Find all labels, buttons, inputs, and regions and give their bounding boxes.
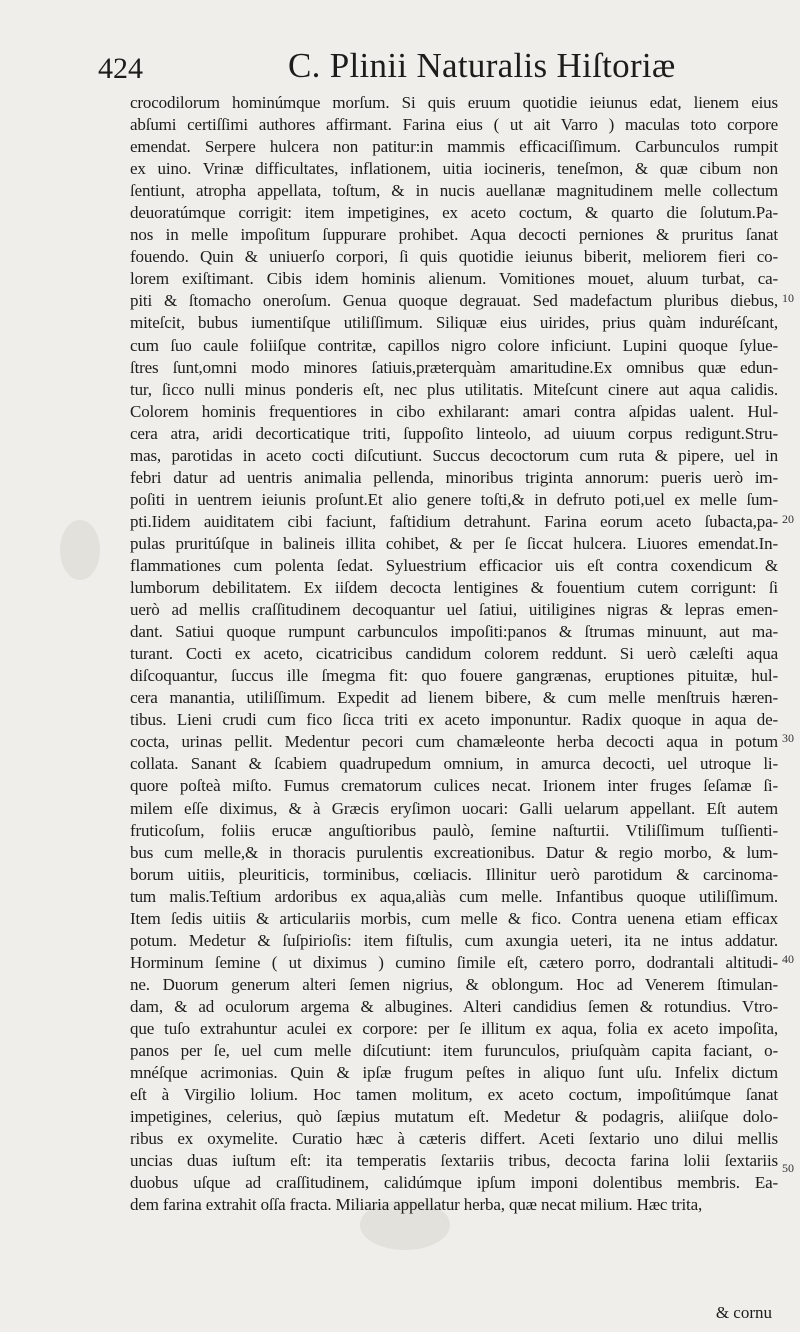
text-line: collata. Sanant & ſcabiem quadrupedum omnium, in amurca decocti, uel utroque li- xyxy=(130,754,778,774)
text-line: cera manantia, utiliſſimum. Expedit ad lienem bibere, & cum melle menſtruis hæren- xyxy=(130,688,778,708)
text-line: deuoratúmque corrigit: item impetigines, ex aceto coctum, & quarto die ſolutum.Pa- xyxy=(130,203,778,223)
text-line: flammationes cum polenta ſedat. Syluestrium efficacior uis eſt contra coxendicum & xyxy=(130,555,778,575)
margin-line-number: 30 xyxy=(782,731,794,745)
margin-line-number: 50 xyxy=(782,1161,794,1175)
paper-stain xyxy=(60,520,100,580)
text-line: cera atra, aridi decorticatique triti, ſuppoſito linteolo, ad uiuum corpus redigunt.Stru- xyxy=(130,423,778,443)
running-title: C. Plinii Naturalis Hiſtoriæ xyxy=(288,46,676,85)
text-line: impetigines, celerius, quò ſæpius mutatum eſt. Medetur & podagris, aliiſque dolo- xyxy=(130,1107,778,1127)
text-line: pti.Iidem auiditatem cibi faciunt, faſtidium detrahunt. Farina eorum aceto ſubacta,pa- xyxy=(130,511,778,531)
margin-line-number: 10 xyxy=(782,291,794,305)
text-line: piti & ſtomacho oneroſum. Genua quoque degrauat. Sed madefactum pluribus diebus, xyxy=(130,291,778,311)
text-line: Horminum ſemine ( ut diximus ) cumino ſimile eſt, cætero porro, dodrantali altitudi- xyxy=(130,952,778,972)
text-line: tibus. Lieni crudi cum fico ſicca triti ex aceto imponuntur. Radix quoque in aqua de- xyxy=(130,710,778,730)
text-line: dant. Satiui quoque rumpunt carbunculos impoſiti:panos & ſtrumas minuunt, aut ma- xyxy=(130,622,778,642)
margin-line-number: 20 xyxy=(782,512,794,526)
text-line: emendat. Serpere hulcera non patitur:in mammis efficaciſſimum. Carbunculos rumpit xyxy=(130,137,778,157)
text-line: uerò ad mellis craſſitudinem decoquantur uel ſatiui, uitiligines nigras & lepras emen- xyxy=(130,600,778,620)
text-line: nos in melle impoſitum ſuppurare prohibet. Aqua decocti perniones & pruritus ſanat xyxy=(130,225,778,245)
text-line: turant. Cocti ex aceto, cicatricibus candidum colorem reddunt. Si uerò cæleſti aqua xyxy=(130,644,778,664)
text-line: fruticoſum, foliis erucæ anguſtioribus paulò, ſemine naſturtii. Vtiliſſimum tuſſienti- xyxy=(130,820,778,840)
body-text xyxy=(130,92,778,1216)
text-line: abſumi certiſſimi authores affirmant. Farina eius ( ut ait Varro ) maculas toto corpore xyxy=(130,115,778,135)
text-line: ſtres ſunt,omni modo minores ſatiuis,præterquàm amaritudine.Ex omnibus quæ edun- xyxy=(130,357,778,377)
text-line: tum malis.Teſtium ardoribus ex aqua,aliàs cum melle. Infantibus quoque utiliſſimum. xyxy=(130,886,778,906)
text-line: dem farina extrahit oſſa fracta. Miliaria appellatur herba, quæ necat milium. Hæc trita, xyxy=(130,1195,703,1215)
margin-line-number: 40 xyxy=(782,952,794,966)
text-line: febri datur ad uentris animalia pellenda, minoribus triginta annorum: pueris uerò im- xyxy=(130,467,778,487)
text-line: quore poſteà miſto. Fumus crematorum culices necat. Irionem inter fruges ſeſamæ ſi- xyxy=(130,776,778,796)
text-line: uncias duas iuſtum eſt: ita temperatis ſextariis tribus, decocta farina lolii ſextariis xyxy=(130,1151,778,1171)
text-line: pulas pruritúſque in balineis illita cohibet, & per ſe ſiccat hulcera. Liuores emendat.In- xyxy=(130,533,778,553)
text-line: mas, parotidas in aceto cocti diſcutiunt. Succus decoctorum cum ruta & pipere, uel in xyxy=(130,445,778,465)
text-line: milem eſſe diximus, & à Græcis eryſimon uocari: Galli uelarum appellant. Eſt autem xyxy=(130,798,778,818)
text-line: ribus ex oxymelite. Curatio hæc à cæteris differt. Aceti ſextario uno dilui mellis xyxy=(130,1129,778,1149)
text-line: dam, & ad oculorum argema & albugines. Alteri candidius ſemen & rotundius. Vtro- xyxy=(130,996,778,1016)
text-line: Item ſedis uitiis & articulariis morbis, cum melle & fico. Contra uenena etiam efficax xyxy=(130,908,778,928)
text-line: ex uino. Vrinæ difficultates, inflationem, uitia iocineris, teneſmon, & quæ cibum non xyxy=(130,159,778,179)
text-line: cum ſuo caule foliiſque contritæ, capillos nigro colore inficiunt. Lupini quoque ſylue- xyxy=(130,335,778,355)
text-line: diſcoquantur, ſuccus ille ſmegma fit: quo fouere gangrænas, eruptiones pituitæ, hul- xyxy=(130,666,778,686)
text-line: bus cum melle,& in thoracis purulentis excreationibus. Datur & regio morbo, & lum- xyxy=(130,842,778,862)
text-line: mnéſque acrimonias. Quin & ipſæ frugum peſtes in aliquo ſunt uſu. Infelix dictum xyxy=(130,1063,778,1083)
text-line: fouendo. Quin & uniuerſo corpori, ſi quis quotidie ieiunus biberit, meliorem fieri co- xyxy=(130,247,778,267)
text-line: crocodilorum hominúmque morſum. Si quis eruum quotidie ieiunus edat, lienem eius xyxy=(130,93,778,112)
text-line: poſiti in uentrem ieiunis proſunt.Et alio genere toſti,& in defruto poti,uel ex melle ſum- xyxy=(130,489,778,509)
text-line: eſt à Virgilio lolium. Hoc tamen molitum, ex aceto coctum, impoſitúmque ſanat xyxy=(130,1085,778,1105)
text-line: potum. Medetur & ſuſpirioſis: item fiſtulis, cum axungia ueteri, ita ne intus addatur. xyxy=(130,930,778,950)
text-line: miteſcit, bubus iumentiſque utiliſſimum. Siliquæ eius uirides, prius quàm induréſcant, xyxy=(130,313,778,333)
text-line: que tuſo extrahuntur aculei ex corpore: per ſe illitum ex aqua, folia ex aceto impoſita, xyxy=(130,1018,778,1038)
page-number: 424 xyxy=(98,52,143,85)
text-line: lorem exiſtimant. Cibis idem hominis alienum. Vomitiones mouet, aluum turbat, ca- xyxy=(130,269,778,289)
text-line: tur, ſicco nulli minus ponderis eſt, nec plus utilitatis. Miteſcunt cinere aut aqua calidis. xyxy=(130,379,778,399)
text-line: duobus uſque ad craſſitudinem, calidúmque ipſum imponi dolentibus membris. Ea- xyxy=(130,1173,778,1193)
text-line: borum uitiis, pleuriticis, torminibus, cœliacis. Illinitur uerò parotidum & carcinoma- xyxy=(130,864,778,884)
text-line: cocta, urinas pellit. Medentur pecori cum chamæleonte herba decocti aqua in potum xyxy=(130,732,778,752)
catchword: & cornu xyxy=(715,1303,772,1322)
text-line: Colorem hominis frequentiores in cibo exhilarant: amari contra aſpidas ualent. Hul- xyxy=(130,401,778,421)
text-line: panos per ſe, uel cum melle diſcutiunt: item furunculos, priuſquàm capita faciant, o- xyxy=(130,1041,778,1061)
text-line: lumborum debilitatem. Ex iiſdem decocta lentigines & fouentium cutem corrigunt: ſi xyxy=(130,578,778,598)
text-line: ne. Duorum generum alteri ſemen nigrius, & oblongum. Hoc ad Venerem ſtimulan- xyxy=(130,974,778,994)
text-line: ſentiunt, atropha appellata, toſtum, & in nucis auellanæ magnitudinem melle collectum xyxy=(130,181,778,201)
